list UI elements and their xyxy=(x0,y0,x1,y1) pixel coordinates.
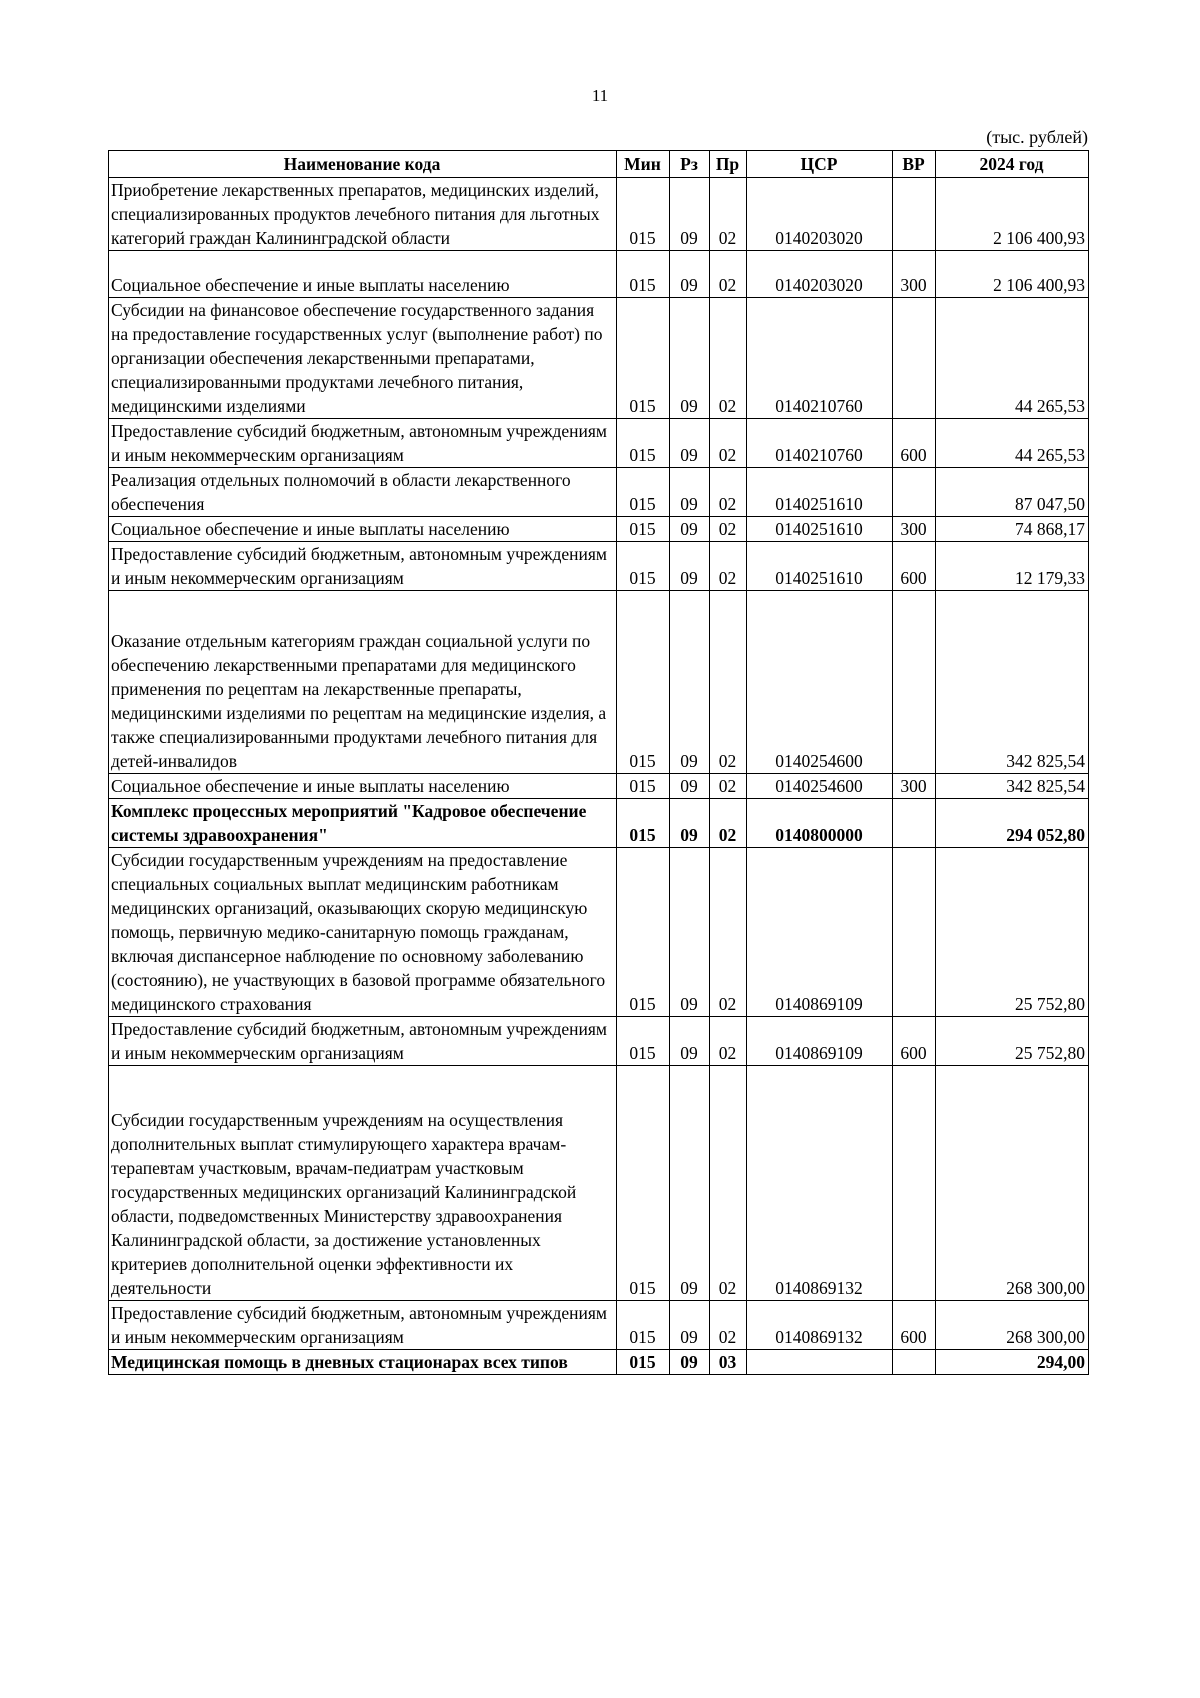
pr-cell: 02 xyxy=(710,1301,747,1350)
csr-cell: 0140203020 xyxy=(747,251,893,298)
table-body xyxy=(109,178,1089,1375)
pr-cell: 02 xyxy=(710,591,747,774)
pr-cell: 02 xyxy=(710,517,747,542)
name-cell: Субсидии на финансовое обеспечение государственного задания на предоставление государственных услуг (выполнение работ) по организации обеспечения лекарственными препаратами, специализированными продуктами лечебного питания, медицинскими изделиями xyxy=(109,298,617,419)
vr-cell: 600 xyxy=(893,1017,936,1066)
name-cell: Предоставление субсидий бюджетным, автономным учреждениям и иным некоммерческим организациям xyxy=(109,1017,617,1066)
min-cell: 015 xyxy=(617,591,670,774)
sum-cell: 44 265,53 xyxy=(936,419,1089,468)
pr-cell: 02 xyxy=(710,178,747,251)
sum-cell: 74 868,17 xyxy=(936,517,1089,542)
table-row xyxy=(109,251,1089,298)
min-cell: 015 xyxy=(617,1350,670,1375)
table-row xyxy=(109,1066,1089,1301)
table-row xyxy=(109,542,1089,591)
vr-cell: 300 xyxy=(893,774,936,799)
vr-cell: 300 xyxy=(893,251,936,298)
sum-cell: 342 825,54 xyxy=(936,774,1089,799)
sum-cell: 268 300,00 xyxy=(936,1066,1089,1301)
min-cell: 015 xyxy=(617,799,670,848)
header-csr: ЦСР xyxy=(747,151,893,178)
rz-cell: 09 xyxy=(670,178,710,251)
table-row xyxy=(109,419,1089,468)
vr-cell xyxy=(893,178,936,251)
budget-table xyxy=(108,150,1089,1375)
name-cell: Предоставление субсидий бюджетным, автономным учреждениям и иным некоммерческим организациям xyxy=(109,419,617,468)
name-cell: Оказание отдельным категориям граждан социальной услуги по обеспечению лекарственными препаратами для медицинского применения по рецептам на лекарственные препараты, медицинскими изделиями по рецептам на медицинские изделия, а также специализированными продуктами лечебного питания для детей-инвалидов xyxy=(109,591,617,774)
table-row xyxy=(109,774,1089,799)
name-cell: Предоставление субсидий бюджетным, автономным учреждениям и иным некоммерческим организациям xyxy=(109,542,617,591)
sum-cell: 342 825,54 xyxy=(936,591,1089,774)
csr-cell: 0140254600 xyxy=(747,774,893,799)
rz-cell: 09 xyxy=(670,419,710,468)
vr-cell xyxy=(893,468,936,517)
min-cell: 015 xyxy=(617,774,670,799)
header-name: Наименование кода xyxy=(109,151,617,178)
table-header-row xyxy=(109,151,1089,178)
csr-cell: 0140800000 xyxy=(747,799,893,848)
sum-cell: 12 179,33 xyxy=(936,542,1089,591)
vr-cell: 600 xyxy=(893,419,936,468)
min-cell: 015 xyxy=(617,251,670,298)
vr-cell xyxy=(893,1350,936,1375)
sum-cell: 44 265,53 xyxy=(936,298,1089,419)
rz-cell: 09 xyxy=(670,468,710,517)
sum-cell: 2 106 400,93 xyxy=(936,178,1089,251)
header-rz: Рз xyxy=(670,151,710,178)
pr-cell: 02 xyxy=(710,1017,747,1066)
table-row xyxy=(109,468,1089,517)
vr-cell: 600 xyxy=(893,542,936,591)
vr-cell: 300 xyxy=(893,517,936,542)
rz-cell: 09 xyxy=(670,774,710,799)
pr-cell: 02 xyxy=(710,468,747,517)
min-cell: 015 xyxy=(617,298,670,419)
min-cell: 015 xyxy=(617,1066,670,1301)
header-min: Мин xyxy=(617,151,670,178)
pr-cell: 02 xyxy=(710,1066,747,1301)
table-row xyxy=(109,1301,1089,1350)
rz-cell: 09 xyxy=(670,517,710,542)
pr-cell: 02 xyxy=(710,799,747,848)
sum-cell: 25 752,80 xyxy=(936,1017,1089,1066)
name-cell: Приобретение лекарственных препаратов, медицинских изделий, специализированных продуктов лечебного питания для льготных категорий граждан Калининградской области xyxy=(109,178,617,251)
min-cell: 015 xyxy=(617,848,670,1017)
csr-cell: 0140251610 xyxy=(747,468,893,517)
rz-cell: 09 xyxy=(670,298,710,419)
name-cell: Предоставление субсидий бюджетным, автономным учреждениям и иным некоммерческим организациям xyxy=(109,1301,617,1350)
name-cell: Субсидии государственным учреждениям на предоставление специальных социальных выплат медицинским работникам медицинских организаций, оказывающих скорую медицинскую помощь, первичную медико-санитарную помощь гражданам, включая диспансерное наблюдение по основному заболеванию (состоянию), не участвующих в базовой программе обязательного медицинского страхования xyxy=(109,848,617,1017)
pr-cell: 02 xyxy=(710,419,747,468)
csr-cell xyxy=(747,1350,893,1375)
vr-cell xyxy=(893,848,936,1017)
csr-cell: 0140203020 xyxy=(747,178,893,251)
min-cell: 015 xyxy=(617,178,670,251)
name-cell: Реализация отдельных полномочий в области лекарственного обеспечения xyxy=(109,468,617,517)
rz-cell: 09 xyxy=(670,1017,710,1066)
name-cell: Медицинская помощь в дневных стационарах всех типов xyxy=(109,1350,617,1375)
vr-cell: 600 xyxy=(893,1301,936,1350)
table-row xyxy=(109,298,1089,419)
csr-cell: 0140210760 xyxy=(747,419,893,468)
table-row xyxy=(109,799,1089,848)
table-row xyxy=(109,517,1089,542)
name-cell: Субсидии государственным учреждениям на осуществления дополнительных выплат стимулирующего характера врачам-терапевтам участковым, врачам-педиатрам участковым государственных медицинских организаций Калининградской области, подведомственных Министерству здравоохранения Калининградской области, за достижение установленных критериев дополнительной оценки эффективности их деятельности xyxy=(109,1066,617,1301)
rz-cell: 09 xyxy=(670,591,710,774)
pr-cell: 02 xyxy=(710,774,747,799)
pr-cell: 03 xyxy=(710,1350,747,1375)
min-cell: 015 xyxy=(617,468,670,517)
min-cell: 015 xyxy=(617,1017,670,1066)
csr-cell: 0140869109 xyxy=(747,1017,893,1066)
name-cell: Социальное обеспечение и иные выплаты населению xyxy=(109,517,617,542)
name-cell: Социальное обеспечение и иные выплаты населению xyxy=(109,251,617,298)
rz-cell: 09 xyxy=(670,1301,710,1350)
csr-cell: 0140869132 xyxy=(747,1301,893,1350)
table-row xyxy=(109,1017,1089,1066)
vr-cell xyxy=(893,1066,936,1301)
sum-cell: 294 052,80 xyxy=(936,799,1089,848)
pr-cell: 02 xyxy=(710,848,747,1017)
min-cell: 015 xyxy=(617,542,670,591)
table-row xyxy=(109,1350,1089,1375)
pr-cell: 02 xyxy=(710,298,747,419)
vr-cell xyxy=(893,298,936,419)
sum-cell: 294,00 xyxy=(936,1350,1089,1375)
csr-cell: 0140869132 xyxy=(747,1066,893,1301)
sum-cell: 268 300,00 xyxy=(936,1301,1089,1350)
header-vr: ВР xyxy=(893,151,936,178)
sum-cell: 25 752,80 xyxy=(936,848,1089,1017)
rz-cell: 09 xyxy=(670,848,710,1017)
min-cell: 015 xyxy=(617,1301,670,1350)
csr-cell: 0140251610 xyxy=(747,517,893,542)
units-label: (тыс. рублей) xyxy=(986,127,1088,147)
pr-cell: 02 xyxy=(710,542,747,591)
sum-cell: 87 047,50 xyxy=(936,468,1089,517)
pr-cell: 02 xyxy=(710,251,747,298)
vr-cell xyxy=(893,591,936,774)
rz-cell: 09 xyxy=(670,1066,710,1301)
header-pr: Пр xyxy=(710,151,747,178)
table-row xyxy=(109,848,1089,1017)
csr-cell: 0140254600 xyxy=(747,591,893,774)
table-row xyxy=(109,178,1089,251)
min-cell: 015 xyxy=(617,517,670,542)
csr-cell: 0140210760 xyxy=(747,298,893,419)
vr-cell xyxy=(893,799,936,848)
rz-cell: 09 xyxy=(670,1350,710,1375)
name-cell: Комплекс процессных мероприятий "Кадровое обеспечение системы здравоохранения" xyxy=(109,799,617,848)
csr-cell: 0140251610 xyxy=(747,542,893,591)
rz-cell: 09 xyxy=(670,251,710,298)
page-number: 11 xyxy=(591,86,609,105)
csr-cell: 0140869109 xyxy=(747,848,893,1017)
name-cell: Социальное обеспечение и иные выплаты населению xyxy=(109,774,617,799)
min-cell: 015 xyxy=(617,419,670,468)
rz-cell: 09 xyxy=(670,799,710,848)
header-year: 2024 год xyxy=(936,151,1089,178)
table-row xyxy=(109,591,1089,774)
sum-cell: 2 106 400,93 xyxy=(936,251,1089,298)
rz-cell: 09 xyxy=(670,542,710,591)
